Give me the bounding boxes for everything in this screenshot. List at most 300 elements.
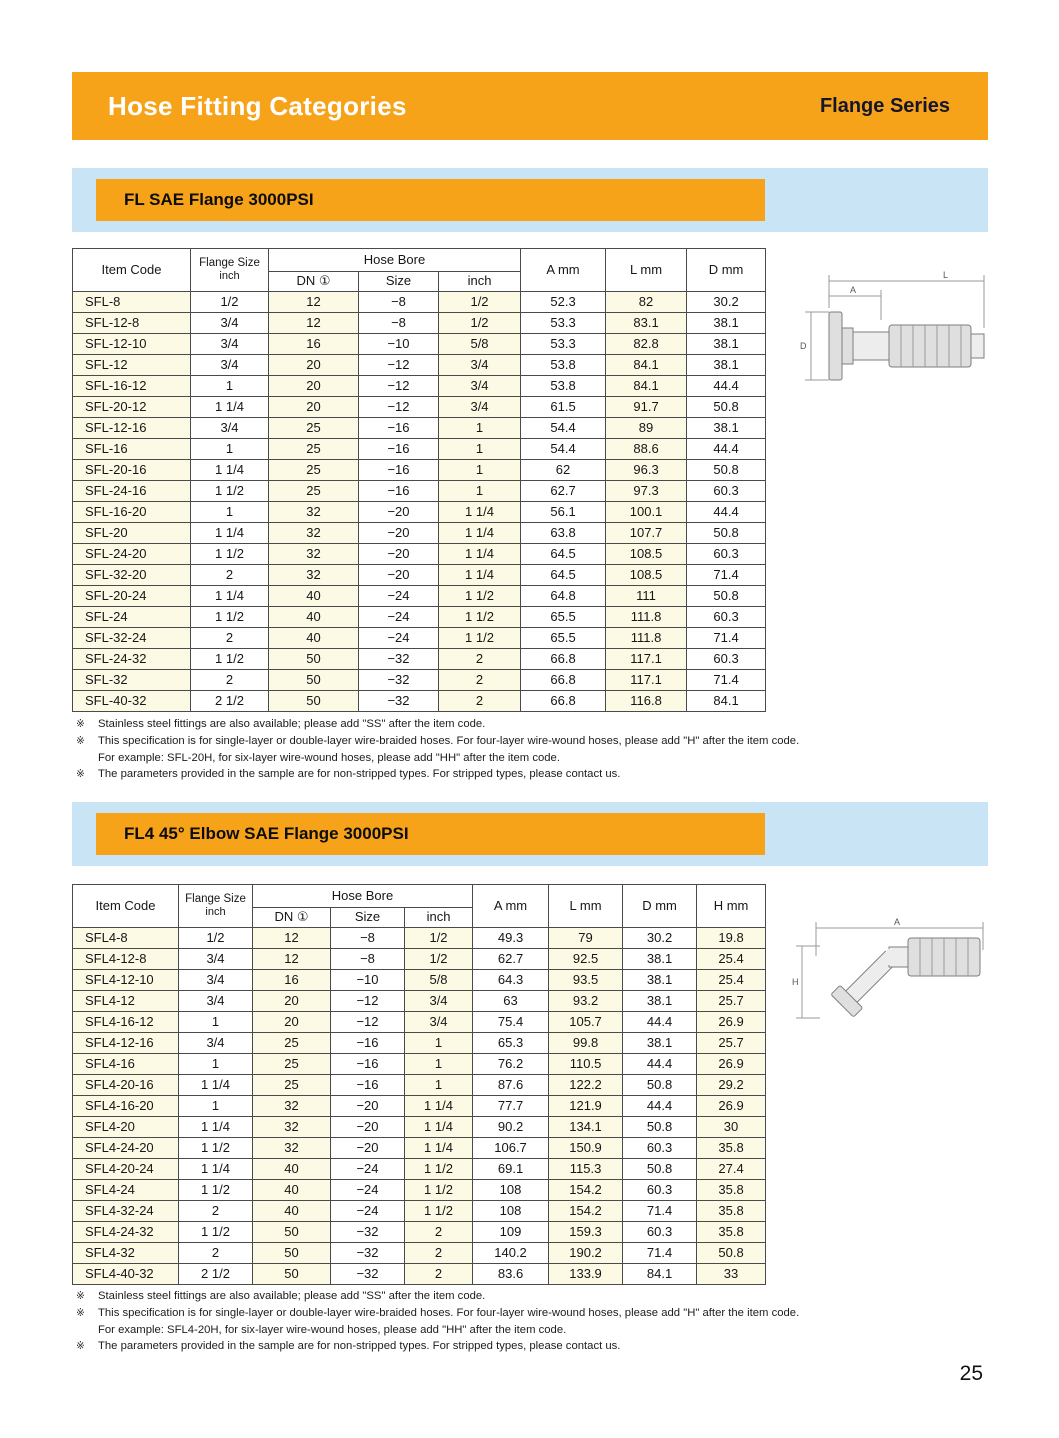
value-cell: 44.4 [687,376,766,397]
value-cell: 60.3 [687,649,766,670]
value-cell: 69.1 [473,1159,549,1180]
value-cell: 5/8 [405,970,473,991]
item-code-cell: SFL4-24-32 [73,1222,179,1243]
value-cell: 44.4 [623,1012,697,1033]
value-cell: 12 [269,292,359,313]
value-cell: 96.3 [606,460,687,481]
value-cell: 50.8 [623,1075,697,1096]
item-code-cell: SFL-20-12 [73,397,191,418]
item-code-cell: SFL-20-16 [73,460,191,481]
value-cell: 1 1/4 [405,1138,473,1159]
table-row [73,1054,766,1075]
item-code-cell: SFL-32 [73,670,191,691]
value-cell: 1 1/2 [439,607,521,628]
value-cell: 65.5 [521,607,606,628]
value-cell: 71.4 [687,628,766,649]
note-line [76,750,982,767]
value-cell: 79 [549,928,623,949]
note-line [76,766,982,783]
value-cell: 2 [405,1222,473,1243]
value-cell: 90.2 [473,1117,549,1138]
value-cell: 1 [191,439,269,460]
value-cell: 3/4 [191,355,269,376]
value-cell: −24 [331,1201,405,1222]
table-row [73,691,766,712]
value-cell: 35.8 [697,1180,766,1201]
item-code-cell: SFL-24-16 [73,481,191,502]
value-cell: 64.5 [521,565,606,586]
value-cell: 32 [253,1117,331,1138]
note-line [76,1322,982,1339]
value-cell: −24 [331,1159,405,1180]
note-line [76,733,982,750]
value-cell: 92.5 [549,949,623,970]
page-header-banner [72,72,988,140]
value-cell: 38.1 [623,991,697,1012]
note-text: Stainless steel fittings are also available; please add "SS" after the item code. [98,718,486,730]
value-cell: 19.8 [697,928,766,949]
value-cell: 99.8 [549,1033,623,1054]
item-code-cell: SFL4-32 [73,1243,179,1264]
value-cell: 111 [606,586,687,607]
note-text: For example: SFL-20H, for six-layer wire-wound hoses, please add "HH" after the item code. [98,751,560,764]
value-cell: 3/4 [179,991,253,1012]
value-cell: 20 [269,355,359,376]
value-cell: 66.8 [521,649,606,670]
item-code-cell: SFL4-16-20 [73,1096,179,1117]
value-cell: −20 [359,523,439,544]
value-cell: −10 [359,334,439,355]
value-cell: 154.2 [549,1201,623,1222]
value-cell: 1/2 [191,292,269,313]
table-row [73,1138,766,1159]
value-cell: 71.4 [687,565,766,586]
table-row [73,397,766,418]
value-cell: 12 [269,313,359,334]
value-cell: 25 [253,1054,331,1075]
item-code-cell: SFL-24-32 [73,649,191,670]
col-header-dn: DN ① [253,908,331,928]
value-cell: 97.3 [606,481,687,502]
value-cell: 3/4 [439,397,521,418]
dim-label-a: A [850,285,857,295]
value-cell: 1 1/4 [439,565,521,586]
value-cell: 1 1/2 [191,649,269,670]
value-cell: 1 1/4 [405,1117,473,1138]
table-row [73,502,766,523]
page-title: Hose Fitting Categories [108,90,407,121]
table-row [73,460,766,481]
value-cell: 2 [439,649,521,670]
value-cell: 50.8 [687,397,766,418]
value-cell: 32 [269,523,359,544]
col-header-inch: inch [405,908,473,928]
value-cell: 1 1/2 [191,481,269,502]
value-cell: 1 [439,439,521,460]
value-cell: 1 1/4 [191,586,269,607]
value-cell: 25 [269,460,359,481]
value-cell: 12 [253,949,331,970]
value-cell: 61.5 [521,397,606,418]
note-line [76,1338,982,1355]
value-cell: −8 [331,928,405,949]
value-cell: 40 [253,1180,331,1201]
value-cell: 3/4 [191,334,269,355]
fl4-table-body [73,928,766,1285]
value-cell: 77.7 [473,1096,549,1117]
value-cell: −32 [359,691,439,712]
value-cell: 26.9 [697,1012,766,1033]
value-cell: 84.1 [623,1264,697,1285]
value-cell: 159.3 [549,1222,623,1243]
table-row [73,970,766,991]
value-cell: 25.4 [697,949,766,970]
value-cell: 2 1/2 [191,691,269,712]
value-cell: −16 [331,1054,405,1075]
value-cell: 26.9 [697,1054,766,1075]
value-cell: −24 [331,1180,405,1201]
value-cell: 84.1 [606,355,687,376]
value-cell: 1 [179,1096,253,1117]
value-cell: 1 [405,1033,473,1054]
section-header-fl4 [96,813,765,855]
table-row [73,1159,766,1180]
value-cell: 1 1/4 [191,460,269,481]
value-cell: 54.4 [521,439,606,460]
value-cell: 1 1/4 [439,544,521,565]
value-cell: 26.9 [697,1096,766,1117]
value-cell: 121.9 [549,1096,623,1117]
value-cell: 1 1/2 [405,1180,473,1201]
item-code-cell: SFL-12-16 [73,418,191,439]
value-cell: 29.2 [697,1075,766,1096]
series-label: Flange Series [819,94,950,117]
item-code-cell: SFL4-16-12 [73,1012,179,1033]
table-row [73,1075,766,1096]
value-cell: 1 1/2 [191,607,269,628]
value-cell: 91.7 [606,397,687,418]
value-cell: 27.4 [697,1159,766,1180]
note-marker: ※ [76,718,85,730]
value-cell: 3/4 [179,1033,253,1054]
table-row [73,1117,766,1138]
value-cell: 16 [253,970,331,991]
value-cell: 1 [405,1054,473,1075]
value-cell: 38.1 [687,355,766,376]
value-cell: 50 [253,1243,331,1264]
note-text: The parameters provided in the sample are for non-stripped types. For stripped types, please contact us. [98,768,621,781]
value-cell: 93.2 [549,991,623,1012]
col-header-d-mm: D mm [623,885,697,928]
value-cell: −20 [359,565,439,586]
table-row [73,481,766,502]
col-header-h-mm: H mm [697,885,766,928]
value-cell: 25.7 [697,1033,766,1054]
table-row [73,1201,766,1222]
value-cell: 1 [191,502,269,523]
section-title-fl4: FL4 45° Elbow SAE Flange 3000PSI [124,824,409,843]
value-cell: 1 1/4 [405,1096,473,1117]
value-cell: 32 [253,1096,331,1117]
value-cell: −10 [331,970,405,991]
value-cell: 71.4 [623,1201,697,1222]
item-code-cell: SFL-20 [73,523,191,544]
dim-label-l: L [943,270,949,280]
item-code-cell: SFL4-24 [73,1180,179,1201]
value-cell: 116.8 [606,691,687,712]
col-header-item-code: Item Code [73,249,191,292]
value-cell: 52.3 [521,292,606,313]
table-row [73,523,766,544]
value-cell: 35.8 [697,1222,766,1243]
note-marker: ※ [76,1290,85,1302]
item-code-cell: SFL4-20 [73,1117,179,1138]
item-code-cell: SFL-20-24 [73,586,191,607]
value-cell: 16 [269,334,359,355]
value-cell: 50.8 [687,523,766,544]
item-code-cell: SFL-24-20 [73,544,191,565]
item-code-cell: SFL4-24-20 [73,1138,179,1159]
section-panel-fl [72,168,988,232]
fl-table-header [73,249,766,292]
value-cell: 1 [439,418,521,439]
value-cell: 25.4 [697,970,766,991]
value-cell: 134.1 [549,1117,623,1138]
item-code-cell: SFL-16-12 [73,376,191,397]
value-cell: 38.1 [623,970,697,991]
value-cell: 65.5 [521,628,606,649]
col-header-item-code: Item Code [73,885,179,928]
value-cell: 50 [269,691,359,712]
value-cell: 56.1 [521,502,606,523]
table-row [73,313,766,334]
value-cell: 117.1 [606,670,687,691]
value-cell: 1 1/2 [439,628,521,649]
item-code-cell: SFL4-20-24 [73,1159,179,1180]
note-marker: ※ [76,1340,85,1353]
table-row [73,292,766,313]
table-row [73,334,766,355]
value-cell: 1 1/4 [179,1117,253,1138]
fl-table-body [73,292,766,712]
value-cell: 82.8 [606,334,687,355]
value-cell: 40 [269,607,359,628]
value-cell: 53.3 [521,313,606,334]
note-text: This specification is for single-layer or double-layer wire-braided hoses. For four-layer wire-wound hoses, please add "H" after the item code. [98,734,800,747]
value-cell: 1 1/4 [439,523,521,544]
col-header-size: Size [331,908,405,928]
value-cell: 108.5 [606,565,687,586]
value-cell: 38.1 [687,334,766,355]
value-cell: 53.8 [521,355,606,376]
section-title-fl: FL SAE Flange 3000PSI [124,190,314,209]
value-cell: 63.8 [521,523,606,544]
value-cell: −16 [359,481,439,502]
item-code-cell: SFL4-16 [73,1054,179,1075]
value-cell: 30.2 [623,928,697,949]
value-cell: 1 1/2 [179,1222,253,1243]
value-cell: 108.5 [606,544,687,565]
value-cell: 107.7 [606,523,687,544]
value-cell: 12 [253,928,331,949]
value-cell: 1 1/2 [405,1201,473,1222]
table-row [73,1033,766,1054]
value-cell: 111.8 [606,628,687,649]
value-cell: 84.1 [687,691,766,712]
item-code-cell: SFL4-8 [73,928,179,949]
value-cell: 33 [697,1264,766,1285]
value-cell: 32 [269,544,359,565]
col-header-flange-size-line2: inch [205,906,226,919]
value-cell: 35.8 [697,1138,766,1159]
value-cell: 66.8 [521,691,606,712]
table-row [73,586,766,607]
col-header-d-mm: D mm [687,249,766,292]
value-cell: −12 [359,355,439,376]
col-header-flange-size-line1: Flange Size [199,257,260,270]
value-cell: 25 [253,1075,331,1096]
col-header-flange-size [179,885,253,928]
note-text: Stainless steel fittings are also available; please add "SS" after the item code. [98,1290,486,1302]
fl4-table-header [73,885,766,928]
value-cell: 2 [405,1243,473,1264]
table-row [73,1222,766,1243]
value-cell: 63 [473,991,549,1012]
table-row [73,544,766,565]
value-cell: 3/4 [439,355,521,376]
value-cell: 3/4 [439,376,521,397]
value-cell: 50.8 [687,460,766,481]
note-marker: ※ [76,768,85,781]
value-cell: 3/4 [405,1012,473,1033]
note-text: The parameters provided in the sample are for non-stripped types. For stripped types, please contact us. [98,1340,621,1353]
value-cell: 64.8 [521,586,606,607]
table-row [73,1012,766,1033]
col-header-dn: DN ① [269,272,359,292]
note-text: For example: SFL4-20H, for six-layer wire-wound hoses, please add "HH" after the item code. [98,1323,567,1336]
table-row [73,607,766,628]
table-row [73,565,766,586]
value-cell: 76.2 [473,1054,549,1075]
value-cell: 30.2 [687,292,766,313]
value-cell: 3/4 [179,949,253,970]
value-cell: −16 [331,1075,405,1096]
value-cell: 110.5 [549,1054,623,1075]
value-cell: 89 [606,418,687,439]
value-cell: −20 [331,1138,405,1159]
value-cell: 25 [269,418,359,439]
value-cell: 54.4 [521,418,606,439]
value-cell: 38.1 [623,949,697,970]
value-cell: 62.7 [473,949,549,970]
value-cell: 1 1/4 [191,523,269,544]
item-code-cell: SFL4-32-24 [73,1201,179,1222]
value-cell: 2 [439,670,521,691]
value-cell: 111.8 [606,607,687,628]
item-code-cell: SFL-32-20 [73,565,191,586]
value-cell: 154.2 [549,1180,623,1201]
value-cell: 84.1 [606,376,687,397]
fl-flange-table [72,248,766,712]
value-cell: −32 [331,1222,405,1243]
value-cell: 83.6 [473,1264,549,1285]
value-cell: 62 [521,460,606,481]
table-row [73,418,766,439]
dim-label-d: D [800,341,807,351]
value-cell: 1 [439,481,521,502]
value-cell: 60.3 [623,1222,697,1243]
value-cell: −24 [359,628,439,649]
dim-label-a: A [894,917,901,927]
value-cell: 50.8 [623,1117,697,1138]
table-row [73,1180,766,1201]
value-cell: 2 [191,670,269,691]
value-cell: −16 [359,460,439,481]
value-cell: 40 [269,586,359,607]
value-cell: 133.9 [549,1264,623,1285]
item-code-cell: SFL4-12-8 [73,949,179,970]
value-cell: 65.3 [473,1033,549,1054]
value-cell: 32 [269,502,359,523]
value-cell: 83.1 [606,313,687,334]
value-cell: 1/2 [405,949,473,970]
value-cell: 71.4 [623,1243,697,1264]
value-cell: 105.7 [549,1012,623,1033]
section-panel-fl4 [72,802,988,866]
value-cell: 60.3 [687,544,766,565]
value-cell: 40 [253,1159,331,1180]
item-code-cell: SFL4-12-16 [73,1033,179,1054]
value-cell: 88.6 [606,439,687,460]
value-cell: −8 [359,292,439,313]
value-cell: 122.2 [549,1075,623,1096]
section-header-fl [96,179,765,221]
value-cell: 60.3 [687,481,766,502]
table-row [73,649,766,670]
value-cell: 1 1/4 [191,397,269,418]
item-code-cell: SFL-16-20 [73,502,191,523]
value-cell: 1 [191,376,269,397]
value-cell: 20 [269,376,359,397]
table-row [73,1264,766,1285]
fl4-elbow-flange-table [72,884,766,1285]
value-cell: 1 1/2 [439,586,521,607]
value-cell: 50.8 [623,1159,697,1180]
value-cell: 2 [191,628,269,649]
value-cell: −12 [331,1012,405,1033]
fl4-table-notes [76,1288,982,1355]
value-cell: 60.3 [623,1180,697,1201]
value-cell: −12 [359,376,439,397]
value-cell: 50 [253,1264,331,1285]
item-code-cell: SFL-8 [73,292,191,313]
value-cell: 44.4 [623,1096,697,1117]
note-marker: ※ [76,1306,85,1319]
value-cell: 1 1/2 [179,1138,253,1159]
item-code-cell: SFL-12 [73,355,191,376]
table-row [73,949,766,970]
col-header-size: Size [359,272,439,292]
note-line [76,1305,982,1322]
value-cell: 20 [253,991,331,1012]
value-cell: 2 [179,1243,253,1264]
value-cell: 20 [253,1012,331,1033]
value-cell: −16 [359,439,439,460]
value-cell: 93.5 [549,970,623,991]
value-cell: 38.1 [687,313,766,334]
value-cell: 25 [269,439,359,460]
item-code-cell: SFL4-12 [73,991,179,1012]
